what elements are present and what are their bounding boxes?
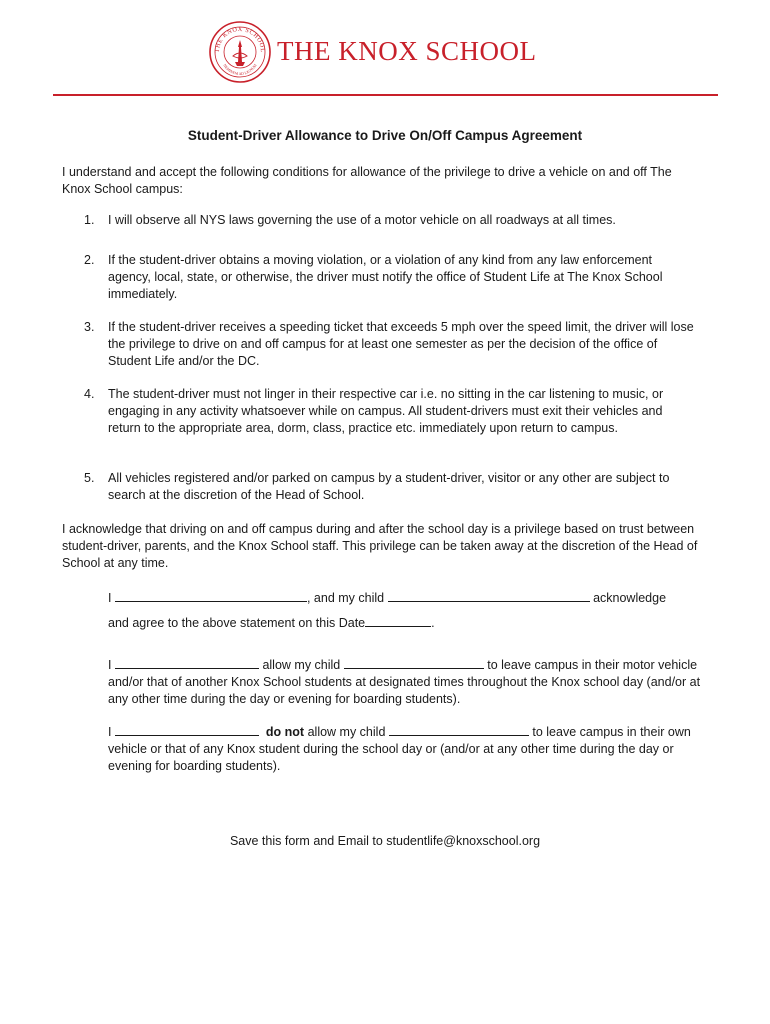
intro-paragraph: I understand and accept the following conditions for allowance of the privilege to drive a vehicle on and off The Knox School campus:	[62, 165, 672, 196]
parent-name-blank[interactable]	[115, 589, 307, 602]
school-seal-icon	[208, 20, 272, 84]
allow-rest: to leave campus in their motor vehicle and/or that of another Knox School students at designated times throughout the Knox school day (and/or at any other time during the day or evening for boarding students).	[108, 658, 701, 706]
deny-do-not: do not	[265, 725, 305, 739]
seal-motto-text: NEMINEM AD LIGNUM	[222, 63, 258, 77]
allow-child-blank[interactable]	[344, 656, 484, 669]
deny-parent-blank[interactable]	[115, 723, 259, 736]
letterhead	[208, 20, 538, 88]
list-item-number: 2.	[84, 253, 95, 267]
list-item-text: The student-driver must not linger in their respective car i.e. no sitting in the car listening to music, or engaging in any activity whatsoever while on campus. All student-drivers must exit their vehicles and return to the appropriate area, dorm, class, practice etc. immediately upon return to campus.	[108, 387, 664, 435]
date-label: and agree to the above statement on this Date	[108, 616, 366, 630]
signature-line	[108, 589, 708, 607]
list-item-number: 3.	[84, 320, 95, 334]
allow-statement	[108, 656, 708, 708]
list-item-number: 1.	[84, 213, 95, 227]
list-item-number: 4.	[84, 387, 95, 401]
deny-rest: to leave campus in their own vehicle or that of any Knox student during the school day or (and/or at any other time during the day or evening for boarding students).	[108, 725, 691, 773]
signature-and-my-child: , and my child	[306, 591, 385, 605]
list-item-number: 5.	[84, 471, 95, 485]
list-item-text: All vehicles registered and/or parked on campus by a student-driver, visitor or any other are subject to search at the discretion of the Head of School.	[108, 471, 670, 502]
date-blank[interactable]	[365, 614, 431, 627]
school-name: THE KNOX SCHOOL	[277, 36, 537, 66]
allow-i: I	[108, 658, 112, 672]
acknowledgement-paragraph: I acknowledge that driving on and off campus during and after the school day is a privilege based on trust between student-driver, parents, and the Knox School staff. This privilege can be taken away at the discretion of the Head of School at any time.	[62, 522, 698, 570]
header-divider	[53, 94, 718, 96]
allow-parent-blank[interactable]	[115, 656, 259, 669]
deny-label: allow my child	[307, 725, 386, 739]
deny-statement	[108, 723, 708, 775]
list-item-text: If the student-driver receives a speeding ticket that exceeds 5 mph over the speed limit, the driver will lose the privilege to drive on and off campus for at least one semester as per the decision of the office of Student Life and/or the DC.	[108, 320, 694, 368]
deny-child-blank[interactable]	[389, 723, 529, 736]
date-line	[108, 614, 708, 632]
signature-i: I	[108, 591, 112, 605]
list-item-text: I will observe all NYS laws governing the use of a motor vehicle on all roadways at all times.	[108, 213, 616, 227]
deny-i: I	[108, 725, 112, 739]
footer-instruction: Save this form and Email to studentlife@knoxschool.org	[229, 834, 541, 848]
date-period: .	[431, 616, 435, 630]
document-title: Student-Driver Allowance to Drive On/Off Campus Agreement	[187, 128, 583, 143]
signature-acknowledge: acknowledge	[593, 591, 667, 605]
allow-label: allow my child	[262, 658, 341, 672]
list-item-text: If the student-driver obtains a moving violation, or a violation of any kind from any law enforcement agency, local, state, or otherwise, the driver must notify the office of Student Life at The Knox School immediately.	[108, 253, 663, 301]
seal-top-text: THE KNOX SCHOOL	[213, 25, 267, 53]
child-name-blank[interactable]	[388, 589, 590, 602]
